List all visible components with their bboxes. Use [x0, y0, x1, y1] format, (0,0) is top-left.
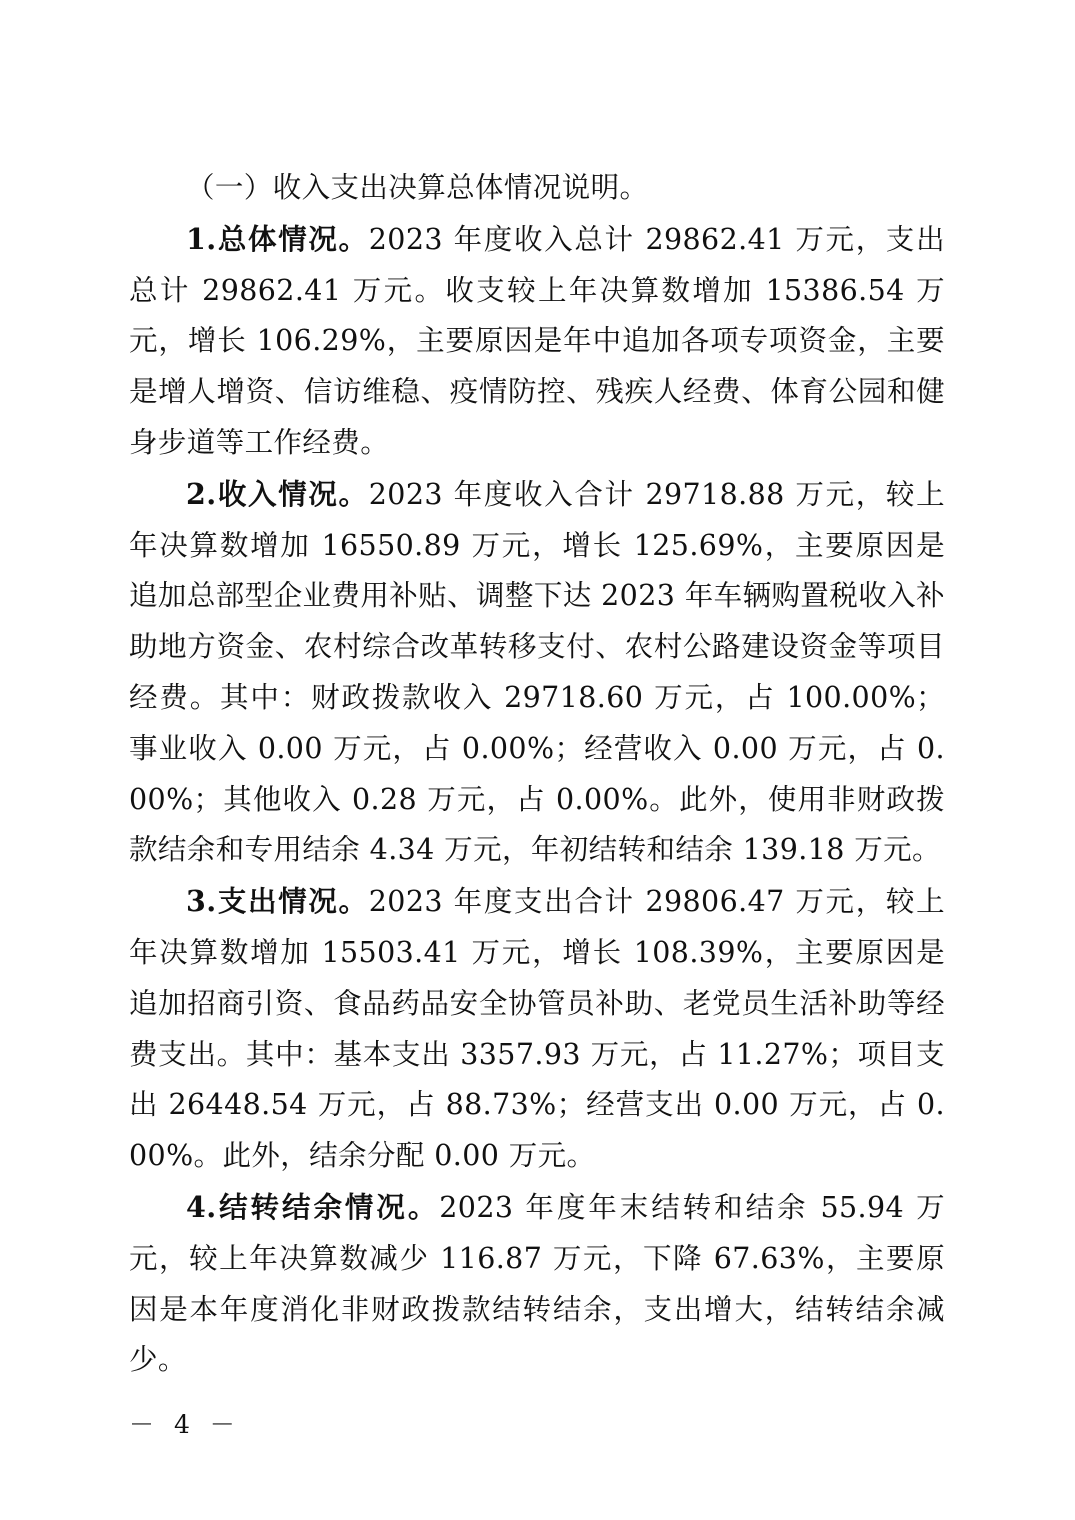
paragraph-expenditure — [129, 876, 945, 1182]
section-heading — [129, 162, 945, 214]
paragraph-text: 2023 年度支出合计 29806.47 万元，较上年决算数增加 15503.41 万元，增长 108.39%，主要原因是追加招商引资、食品药品安全协管员补助、老党员生活补助等经费支出。其中：基本支出 3357.93 万元，占 11.27%；项目支出 26448.54 万元，占 88.73%；经营支出 0.00 万元，占 0.00%。此外，结余分配 0.00 万元。 — [129, 885, 945, 1173]
paragraph-carryover — [129, 1182, 945, 1386]
paragraph-lead: 3.支出情况。 — [186, 884, 369, 919]
paragraph-income — [129, 469, 945, 876]
paragraph-text: 2023 年度收入合计 29718.88 万元，较上年决算数增加 16550.89 万元，增长 125.69%，主要原因是追加总部型企业费用补贴、调整下达 2023 年车辆购置税收入补助地方资金、农村综合改革转移支付、农村公路建设资金等项目经费。其中：财政拨款收入 29718.60 万元，占 100.00%；事业收入 0.00 万元，占 0.00%；经营收入 0.00 万元，占 0.00%；其他收入 0.28 万元，占 0.00%。此外，使用非财政拨款结余和专用结余 4.34 万元，年初结转和结余 139.18 万元。 — [129, 477, 945, 867]
paragraph-lead: 4.结转结余情况。 — [186, 1189, 440, 1224]
paragraph-text: （一）收入支出决算总体情况说明。 — [186, 171, 649, 204]
paragraph-lead: 1.总体情况。 — [186, 221, 369, 256]
paragraph-lead: 2.收入情况。 — [186, 476, 369, 511]
paragraph-overall — [129, 214, 945, 469]
paragraph-text: 2023 年度年末结转和结余 55.94 万元，较上年决算数减少 116.87 万元，下降 67.63%，主要原因是本年度消化非财政拨款结转结余，支出增大，结转结余减少。 — [129, 1190, 945, 1377]
page-number: － 4 － — [129, 1410, 241, 1439]
paragraph-text: 2023 年度收入总计 29862.41 万元，支出总计 29862.41 万元。收支较上年决算数增加 15386.54 万元，增长 106.29%，主要原因是年中追加各项专项资金，主要是增人增资、信访维稳、疫情防控、残疾人经费、体育公园和健身步道等工作经费。 — [129, 222, 945, 459]
document-body — [129, 162, 945, 1386]
